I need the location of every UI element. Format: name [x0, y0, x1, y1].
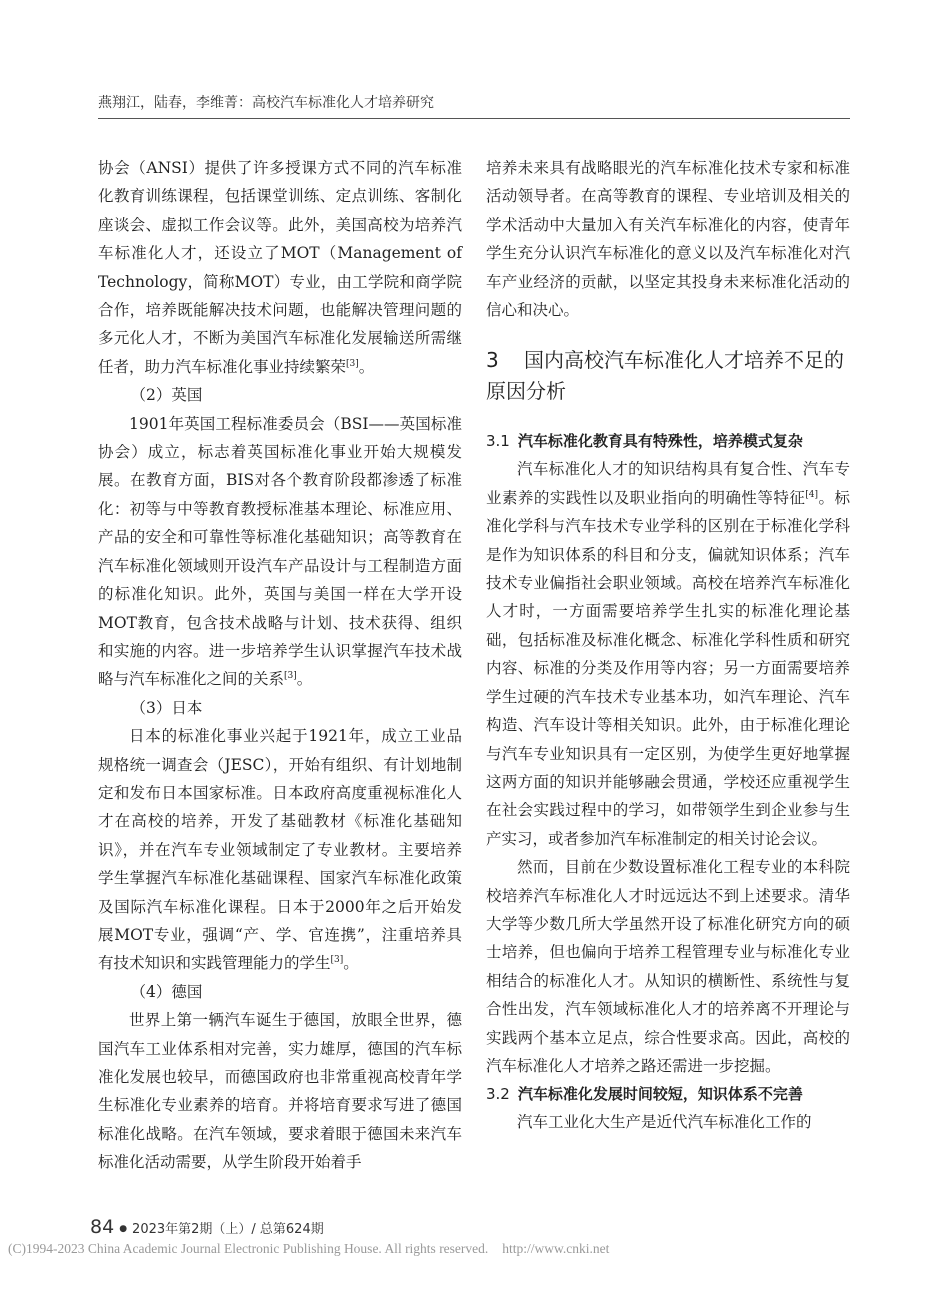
paragraph-text: 日本的标准化事业兴起于1921年，成立工业品规格统一调查会（JESC），开始有组织、有计划地制定和发布日本国家标准。日本政府高度重视标准化人才在高校的培养，开发了基础教材《标准化基础知识》，并在汽车专业领域制定了专业教材。主要培养学生掌握汽车标准化基础课程、国家汽车标准化政策及国际汽车标准化课程。日本于2000年之后开始发展MOT专业，强调“产、学、官连携”，注重培养具有技术知识和实践管理能力的学生 [98, 727, 462, 973]
copyright-watermark [8, 1241, 948, 1257]
left-column [98, 154, 462, 1177]
label-japan: （3）日本 [130, 698, 203, 717]
paragraph-text: 协会（ANSI）提供了许多授课方式不同的汽车标准化教育训练课程，包括课堂训练、定点训练、客制化座谈会、虚拟工作会议等。此外，美国高校为培养汽车标准化人才，还设立了MOT（Management of Technology，简称MOT）专业，由工学院和商学院合作，培养既能解决技术问题，也能解决管理问题的多元化人才，不断为美国汽车标准化发展输送所需继任者，助力汽车标准化事业持续繁荣 [98, 159, 462, 376]
citation-ref: [3] [346, 358, 359, 369]
paragraph-text-rest: 。标准化学科与汽车技术专业学科的区别在于标准化学科是作为知识体系的科目和分支，偏就知识体系；汽车技术专业偏指社会职业领域。高校在培养汽车标准化人才时，一方面需要培养学生扎实的标准化理论基础，包括标准及标准化概念、标准化学科性质和研究内容、标准的分类及作用等内容；另一方面需要培养学生过硬的汽车技术专业基本功，如汽车理论、汽车构造、汽车设计等相关知识。此外，由于标准化理论与汽车专业知识具有一定区别，为使学生更好地掌握这两方面的知识并能够融会贯通，学校还应重视学生在社会实践过程中的学习，如带领学生到企业参与生产实习，或者参加汽车标准制定的相关讨论会议。 [486, 488, 850, 848]
paragraph-japan [98, 722, 462, 978]
paragraph-3-2: 汽车工业化大生产是近代汽车标准化工作的 [517, 1113, 812, 1132]
running-head: 燕翔江，陆春，李维菁：高校汽车标准化人才培养研究 [98, 92, 850, 119]
label-germany: （4）德国 [130, 982, 203, 1001]
subsection-title: 汽车标准化教育具有特殊性，培养模式复杂 [517, 432, 803, 451]
bullet-icon: ● [119, 1223, 128, 1234]
paragraph-text: 汽车标准化人才的知识结构具有复合性、汽车专业素养的实践性以及职业指向的明确性等特征 [486, 460, 850, 507]
section-title: 国内高校汽车标准化人才培养不足的原因分析 [486, 348, 844, 404]
right-column [486, 154, 850, 1137]
cnki-link[interactable]: http://www.cnki.net [502, 1241, 610, 1256]
subsection-heading-3-2 [486, 1080, 850, 1108]
citation-ref: [4] [805, 489, 819, 500]
paragraph-germany: 世界上第一辆汽车诞生于德国，放眼全世界，德国汽车工业体系相对完善，实力雄厚，德国的汽车标准化发展也较早，而德国政府也非常重视高校青年学生标准化专业素养的培育。并将培育要求写进了德国标准化战略。在汽车领域，要求着眼于德国未来汽车标准化活动需要，从学生阶段开始着手 [98, 1011, 462, 1172]
section-heading-3 [486, 345, 850, 407]
paragraph-uk [98, 410, 462, 694]
citation-ref: [3] [330, 955, 344, 966]
label-uk: （2）英国 [130, 386, 203, 405]
section-number: 3 [486, 348, 499, 373]
subsection-heading-3-1 [486, 427, 850, 455]
subsection-number: 3.2 [486, 1085, 510, 1104]
subsection-number: 3.1 [486, 432, 510, 451]
paragraph-3-1-a [486, 455, 850, 853]
copyright-text: (C)1994-2023 China Academic Journal Electronic Publishing House. All rights reserved. [8, 1241, 489, 1256]
paragraph-end: 。 [358, 357, 375, 376]
citation-ref: [3] [284, 671, 297, 682]
page-footer [90, 1216, 324, 1238]
subsection-title: 汽车标准化发展时间较短，知识体系不完善 [517, 1085, 803, 1104]
issue-info: 2023年第2期（上）/ 总第624期 [132, 1222, 324, 1237]
paragraph-3-1-b: 然而，目前在少数设置标准化工程专业的本科院校培养汽车标准化人才时远远达不到上述要求。清华大学等少数几所大学虽然开设了标准化研究方向的硕士培养，但也偏向于培养工程管理专业与标准化专业相结合的标准化人才。从知识的横断性、系统性与复合性出发，汽车领域标准化人才的培养离不开理论与实践两个基本立足点，综合性要求高。因此，高校的汽车标准化人才培养之路还需进一步挖掘。 [486, 858, 850, 1075]
page-number: 84 [90, 1216, 115, 1238]
paragraph-end: 。 [343, 954, 359, 973]
paragraph-text: 1901年英国工程标准委员会（BSI——英国标准协会）成立，标志着英国标准化事业开始大规模发展。在教育方面，BIS对各个教育阶段都渗透了标准化：初等与中等教育教授标准基本理论、标准应用、产品的安全和可靠性等标准化基础知识；高等教育在汽车标准化领域则开设汽车产品设计与工程制造方面的标准化知识。此外，英国与美国一样在大学开设MOT教育，包含技术战略与计划、技术获得、组织和实施的内容。进一步培养学生认识掌握汽车技术战略与汽车标准化之间的关系 [98, 414, 462, 689]
paragraph-germany-continued: 培养未来具有战略眼光的汽车标准化技术专家和标准活动领导者。在高等教育的课程、专业培训及相关的学术活动中大量加入有关汽车标准化的内容，使青年学生充分认识汽车标准化的意义以及汽车标准化对汽车产业经济的贡献，以坚定其投身未来标准化活动的信心和决心。 [486, 159, 850, 320]
paragraph-usa-continued [98, 154, 462, 381]
paragraph-end: 。 [296, 670, 313, 689]
